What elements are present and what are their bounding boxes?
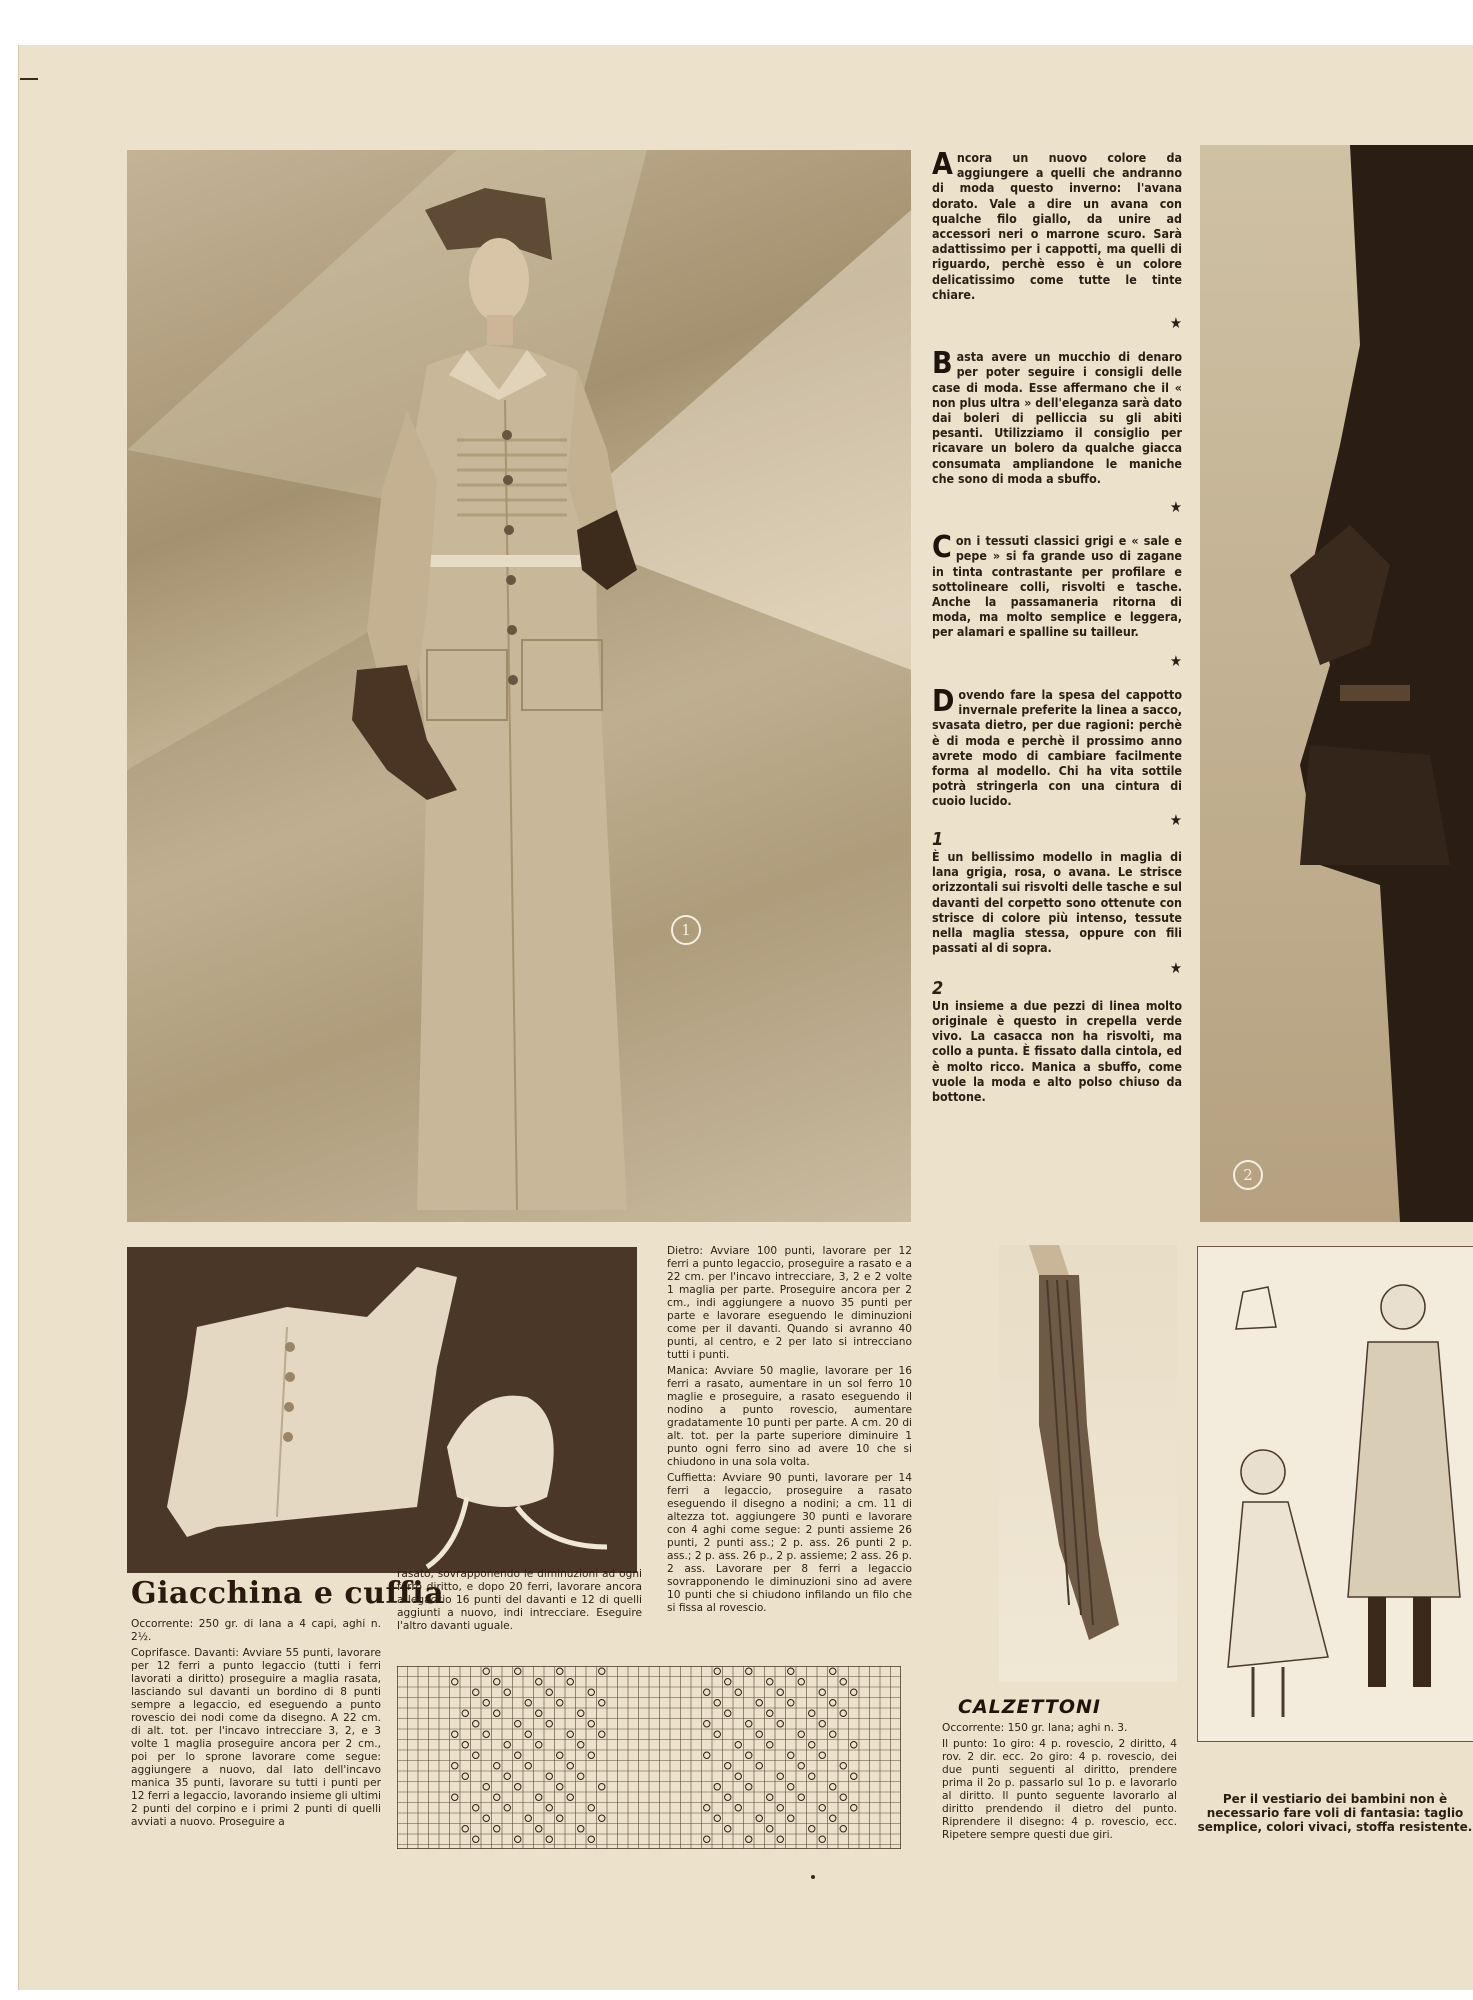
knot-mark xyxy=(714,1731,720,1737)
column-paragraph-6: Un insieme a due pezzi di linea molto originale è questo in crepella verde vivo. La casacca non ha risvolti, ma collo a punta. È fissato dalla cintola, ed è molto ricco. Manica a sbuffo, come vuole la moda e alto polso chiuso da bottone. xyxy=(932,997,1182,1104)
giacchina-manica: Manica: Avviare 50 maglie, lavorare per 16 ferri a rasato, aumentare in un sol ferro 10 maglie e proseguire, a rasato eseguendo il nodino a punto rovescio, aumentare gradatamente 10 punti per parte. A cm. 20 di alt. tot. per la parte superiore diminuire 1 punto ogni ferro sino ad avere 10 che si chiudono in una sola volta. xyxy=(667,1365,912,1468)
knot-mark xyxy=(578,1773,584,1779)
knot-mark xyxy=(536,1742,542,1748)
giacchina-coprifasce: Coprifasce. Davanti: Avviare 55 punti, lavorare per 12 ferri a punto legaccio (tutti i ferri lavorati a diritto) proseguire a maglia rasata, lasciando sul davanti un bordino di 8 punti sempre a legaccio, ed eseguendo a punto rovescio dei nodi come da disegno. A 22 cm. di alt. tot. per l'incavo intrecciare 3, 2, e 3 volte 1 maglia proseguire ancora per 2 cm., poi per lo sprone lavorare come segue: aggiungere a nuovo, dal lato dell'incavo manica 35 punti, lavorare su tutti i punti per 12 ferri a legaccio, lavorando insieme gli ultimi 2 punti del corpino e i primi 2 punti di quelli avviati a nuovo. Proseguire a xyxy=(131,1647,381,1828)
giacchina-cuffietta: Cuffietta: Avviare 90 punti, lavorare per 14 ferri a legaccio, proseguire a rasato eseguendo il disegno a nodini; a cm. 11 di altezza tot. aggiungere 30 punti e lavorare con 4 aghi come segue: 2 punti assieme 26 punti, 2 punti ass.; 2 p. ass. 26 punti 2 p. ass.; 2 p. ass. 26 p., 2 p. assieme; 2 ass. 26 p. 2 ass. Lavorare per 8 ferri a legaccio sovrapponendo le diminuzioni sino ad avere 10 punti che si chiudono infilando un filo che si fissa al rovescio. xyxy=(667,1472,912,1614)
knot-mark xyxy=(536,1794,542,1800)
star-separator: ★ xyxy=(1169,810,1182,829)
knot-mark xyxy=(788,1668,794,1674)
knot-mark xyxy=(588,1721,594,1727)
knot-mark xyxy=(788,1700,794,1706)
knot-mark xyxy=(462,1742,468,1748)
print-dot xyxy=(811,1875,815,1879)
knot-mark xyxy=(567,1763,573,1769)
star-separator: ★ xyxy=(1169,959,1182,978)
knot-mark xyxy=(756,1815,762,1821)
dropcap-b: B xyxy=(932,346,953,382)
knot-mark xyxy=(483,1668,489,1674)
knot-mark xyxy=(777,1689,783,1695)
knot-mark xyxy=(788,1815,794,1821)
knot-mark xyxy=(599,1815,605,1821)
knot-mark xyxy=(494,1826,500,1832)
knot-mark xyxy=(756,1763,762,1769)
knot-mark xyxy=(504,1773,510,1779)
knot-mark xyxy=(746,1784,752,1790)
calzettoni-occorrente: Occorrente: 150 gr. lana; aghi n. 3. xyxy=(942,1722,1128,1734)
knot-mark xyxy=(725,1710,731,1716)
children-illustration xyxy=(1198,1247,1473,1741)
knot-mark xyxy=(567,1731,573,1737)
knot-mark xyxy=(798,1679,804,1685)
dropcap-c: C xyxy=(932,530,952,566)
calzettoni-instructions xyxy=(942,1722,1177,1845)
dropcap-a: A xyxy=(932,147,953,182)
knot-mark xyxy=(588,1752,594,1758)
knot-mark xyxy=(830,1784,836,1790)
knot-mark xyxy=(557,1752,563,1758)
knot-mark xyxy=(483,1815,489,1821)
knot-mark xyxy=(557,1815,563,1821)
knot-mark xyxy=(777,1836,783,1842)
knot-mark xyxy=(777,1773,783,1779)
knot-mark xyxy=(777,1805,783,1811)
knot-mark xyxy=(819,1721,825,1727)
knot-mark xyxy=(525,1815,531,1821)
knot-mark xyxy=(567,1794,573,1800)
knot-mark xyxy=(483,1731,489,1737)
knot-mark xyxy=(473,1752,479,1758)
knot-mark xyxy=(546,1721,552,1727)
photo-two-piece-outfit xyxy=(1200,145,1473,1222)
giacchina-rasato: rasato, sovrapponendo le diminuzioni ad ogni ferro diritto, e dopo 20 ferri, lavorare ancora a legaccio 16 punti del davanti e 12 di quelli aggiunti a nuovo, indi intrecciare. Eseguire l'altro davanti uguale. xyxy=(397,1568,642,1632)
giacchina-instructions-col2 xyxy=(397,1568,642,1636)
knot-mark xyxy=(546,1805,552,1811)
knot-mark xyxy=(504,1742,510,1748)
knot-mark xyxy=(840,1763,846,1769)
knot-mark xyxy=(462,1826,468,1832)
star-separator: ★ xyxy=(1169,498,1182,517)
knot-mark xyxy=(546,1836,552,1842)
knot-mark xyxy=(462,1773,468,1779)
knot-mark xyxy=(536,1826,542,1832)
photo-knitted-dress xyxy=(127,150,911,1222)
knot-mark xyxy=(557,1668,563,1674)
giacchina-instructions-col3 xyxy=(667,1245,912,1618)
knot-mark xyxy=(546,1689,552,1695)
star-separator: ★ xyxy=(1169,651,1182,670)
knitting-chart xyxy=(397,1666,901,1849)
knot-mark xyxy=(525,1700,531,1706)
calzettoni-title: CALZETTONI xyxy=(958,1696,1101,1718)
column-paragraph-2: Basta avere un mucchio di denaro per poter seguire i consigli delle case di moda. Esse affermano che il « non plus ultra » dell'eleganza sarà dato dai boleri di pelliccia su gli abiti pesanti. Utilizziamo il consiglio per ricavare un bolero da qualche giacca consumata ampliandone le maniche che sono di moda a sbuffo. xyxy=(932,346,1182,486)
knot-mark xyxy=(473,1689,479,1695)
knot-mark xyxy=(735,1689,741,1695)
knot-mark xyxy=(452,1679,458,1685)
woman-dress-illustration xyxy=(127,150,911,1222)
star-separator: ★ xyxy=(1169,314,1182,333)
knot-mark xyxy=(714,1668,720,1674)
knot-mark xyxy=(483,1784,489,1790)
giacchina-dietro: Dietro: Avviare 100 punti, lavorare per 12 ferri a punto legaccio, proseguire a rasato e a 22 cm. per l'incavo intrecciare, 3, 2 e 2 volte 1 maglia per parte. Proseguire ancora per 2 cm., indi aggiungere a nuovo 35 punti per parte e lavorare eseguendo le diminuzioni come per il davanti. Quando si avranno 40 punti, al centro, e 2 per lato si intrecciano tutti i punti. xyxy=(667,1245,912,1361)
knot-mark xyxy=(546,1773,552,1779)
knot-mark xyxy=(536,1710,542,1716)
knot-mark xyxy=(830,1731,836,1737)
column-paragraph-5: È un bellissimo modello in maglia di lana grigia, rosa, o avana. Le strisce orizzontali sui risvolti delle tasche e sul davanti del corpetto sono ottenute con strisce di colore più intenso, tessute nella maglia stessa, oppure con fili passati al di sopra. xyxy=(932,848,1182,956)
knot-mark xyxy=(494,1763,500,1769)
sock-illustration xyxy=(999,1245,1177,1682)
knot-mark xyxy=(809,1773,815,1779)
knot-mark xyxy=(819,1805,825,1811)
knot-mark xyxy=(725,1679,731,1685)
knot-mark xyxy=(557,1700,563,1706)
knot-mark xyxy=(746,1721,752,1727)
knot-mark xyxy=(819,1752,825,1758)
knot-mark xyxy=(473,1805,479,1811)
knot-mark xyxy=(494,1794,500,1800)
knot-mark xyxy=(599,1668,605,1674)
knot-mark xyxy=(851,1805,857,1811)
knot-mark xyxy=(494,1679,500,1685)
knot-mark xyxy=(788,1784,794,1790)
caption-number-2: 2 xyxy=(932,977,944,999)
knot-mark xyxy=(725,1826,731,1832)
knot-mark xyxy=(504,1805,510,1811)
knot-mark xyxy=(840,1710,846,1716)
knot-mark xyxy=(767,1742,773,1748)
knot-mark xyxy=(714,1784,720,1790)
knot-mark xyxy=(452,1794,458,1800)
knot-mark xyxy=(746,1836,752,1842)
children-coats-sketch xyxy=(1197,1246,1473,1742)
bambini-caption: Per il vestiario dei bambini non è necessario fare voli di fantasia: taglio semplice, colori vivaci, stoffa resistente. xyxy=(1197,1792,1473,1834)
baby-jacket-illustration xyxy=(127,1247,637,1573)
knot-mark xyxy=(525,1731,531,1737)
caption-number-1: 1 xyxy=(932,828,944,850)
knot-mark xyxy=(809,1742,815,1748)
knot-mark xyxy=(767,1794,773,1800)
knot-mark xyxy=(483,1700,489,1706)
knot-mark xyxy=(515,1721,521,1727)
knot-mark xyxy=(578,1826,584,1832)
knot-mark xyxy=(819,1836,825,1842)
knot-mark xyxy=(557,1784,563,1790)
knot-mark xyxy=(714,1815,720,1821)
knot-mark xyxy=(767,1710,773,1716)
knot-mark xyxy=(704,1721,710,1727)
knot-mark xyxy=(725,1794,731,1800)
knot-mark xyxy=(767,1679,773,1685)
knot-mark xyxy=(515,1836,521,1842)
knot-mark xyxy=(798,1794,804,1800)
knot-mark xyxy=(704,1689,710,1695)
knot-mark xyxy=(599,1784,605,1790)
column-paragraph-4: Dovendo fare la spesa del cappotto invernale preferite la linea a sacco, svasata dietro, per due ragioni: perchè è di moda e perchè il prossimo anno avrete modo di cambiare facilmente forma al modello. Chi ha vita sottile potrà stringerla con una cintura di cuoio lucido. xyxy=(932,683,1182,809)
knot-mark xyxy=(536,1679,542,1685)
knot-mark xyxy=(735,1742,741,1748)
photo-baby-jacket xyxy=(127,1247,637,1573)
knot-mark xyxy=(588,1689,594,1695)
knot-mark xyxy=(851,1689,857,1695)
knot-mark xyxy=(851,1773,857,1779)
page-edge-mark xyxy=(20,78,38,80)
knot-mark xyxy=(809,1826,815,1832)
knot-mark xyxy=(588,1836,594,1842)
knot-mark xyxy=(798,1763,804,1769)
knot-mark xyxy=(578,1742,584,1748)
knot-mark xyxy=(599,1731,605,1737)
knot-mark xyxy=(462,1710,468,1716)
dropcap-d: D xyxy=(932,683,955,719)
knot-mark xyxy=(746,1752,752,1758)
knot-mark xyxy=(452,1731,458,1737)
knot-mark xyxy=(704,1752,710,1758)
photo-number-2: 2 xyxy=(1233,1160,1263,1190)
knot-mark xyxy=(819,1689,825,1695)
knot-mark xyxy=(725,1763,731,1769)
knot-mark xyxy=(798,1731,804,1737)
knot-mark xyxy=(494,1710,500,1716)
knot-mark xyxy=(830,1700,836,1706)
knot-mark xyxy=(788,1752,794,1758)
knot-mark xyxy=(851,1742,857,1748)
knot-mark xyxy=(840,1794,846,1800)
knot-mark xyxy=(599,1700,605,1706)
knot-mark xyxy=(525,1763,531,1769)
knot-mark xyxy=(515,1752,521,1758)
photo-sock xyxy=(999,1245,1177,1682)
dark-outfit-illustration xyxy=(1200,145,1473,1222)
knot-mark xyxy=(515,1668,521,1674)
knot-mark xyxy=(830,1668,836,1674)
knot-mark xyxy=(735,1805,741,1811)
giacchina-title: Giacchina e cuffia xyxy=(131,1576,445,1611)
knot-mark xyxy=(746,1668,752,1674)
column-paragraph-3: Con i tessuti classici grigi e « sale e pepe » si fa grande uso di zagane in tinta contrastante per profilare e sottolineare colli, risvolti e tasche. Anche la passamaneria ritorna di moda, ma molto semplice e leggera, per alamari e spalline su tailleur. xyxy=(932,530,1182,640)
giacchina-instructions-col1 xyxy=(131,1618,381,1832)
knot-mark xyxy=(735,1773,741,1779)
knot-mark xyxy=(714,1700,720,1706)
knot-mark xyxy=(830,1815,836,1821)
knot-mark xyxy=(515,1784,521,1790)
giacchina-occorrente: Occorrente: 250 gr. di lana a 4 capi, aghi n. 2½. xyxy=(131,1618,381,1643)
calzettoni-punto: Il punto: 1o giro: 4 p. rovescio, 2 diritto, 4 rov. 2 dir. ecc. 2o giro: 4 p. rovescio, dei due punti seguenti al diritto, prendere prima il 2o p. passarlo sul 1o p. e lavorarlo al diritto. Il punto seguente lavorarlo al diritto prendendo il dietro del punto. Riprendere il disegno: 4 p. rovescio, ecc. Ripetere sempre questi due giri. xyxy=(942,1738,1177,1841)
knot-mark xyxy=(473,1836,479,1842)
knot-mark xyxy=(567,1679,573,1685)
knot-mark xyxy=(588,1805,594,1811)
knot-mark xyxy=(777,1721,783,1727)
knot-mark xyxy=(452,1763,458,1769)
knot-mark xyxy=(704,1836,710,1842)
photo-number-1: 1 xyxy=(671,915,701,945)
knot-mark xyxy=(840,1826,846,1832)
knot-mark xyxy=(840,1679,846,1685)
knot-mark xyxy=(504,1689,510,1695)
column-paragraph-1: Ancora un nuovo colore da aggiungere a quelli che andranno di moda questo inverno: l'avana dorato. Vale a dire un avana con qualche filo giallo, da unire ad accessori neri o marrone scuro. Sarà adattissimo per i cappotti, ma quelli di riguardo, perchè esso è un colore delicatissimo come tutte le tinte chiare. xyxy=(932,147,1182,302)
knot-mark xyxy=(704,1805,710,1811)
knot-mark xyxy=(756,1700,762,1706)
knot-mark xyxy=(767,1826,773,1832)
knot-mark xyxy=(756,1731,762,1737)
knot-mark xyxy=(473,1721,479,1727)
knot-mark xyxy=(578,1710,584,1716)
knot-mark xyxy=(809,1710,815,1716)
news-column xyxy=(932,147,1182,1108)
